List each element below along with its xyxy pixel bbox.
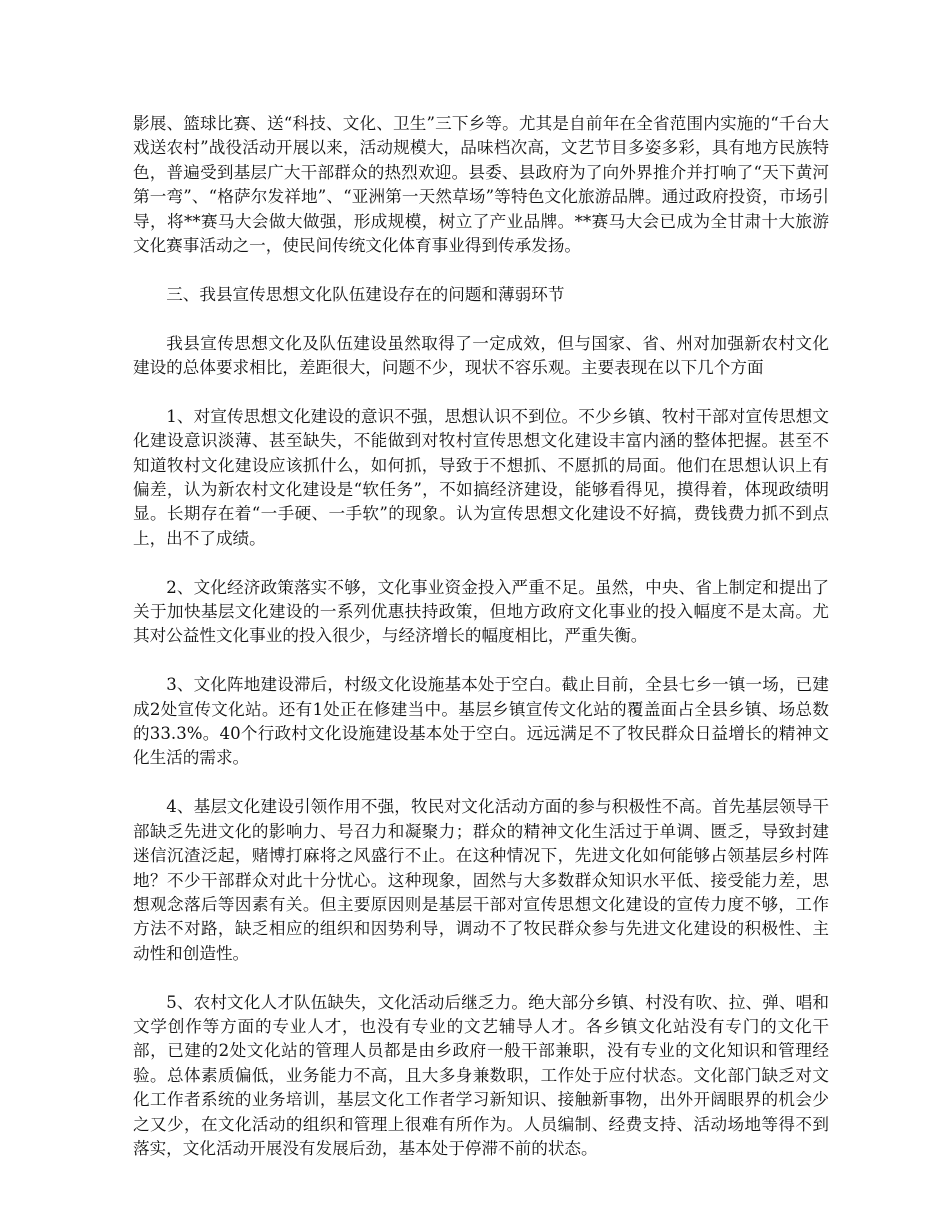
paragraph-item-1: 1、对宣传思想文化建设的意识不强，思想认识不到位。不少乡镇、牧村干部对宣传思想文化建设意识淡薄、甚至缺失，不能做到对牧村宣传思想文化建设丰富内涵的整体把握。甚至不知道牧村文化建设应该抓什么，如何抓，导致于不想抓、不愿抓的局面。他们在思想认识上有偏差，认为新农村文化建设是“软任务”，不如搞经济建设，能够看得见，摸得着，体现政绩明显。长期存在着“一手硬、一手软”的现象。认为宣传思想文化建设不好搞，费钱费力抓不到点上，出不了成绩。 <box>133 406 829 548</box>
paragraph-continuation: 影展、篮球比赛、送“科技、文化、卫生”三下乡等。尤其是自前年在全省范围内实施的“千台大戏送农村”战役活动开展以来，活动规模大，品味档次高，文艺节目多姿多彩，具有地方民族特色，普遍受到基层广大干部群众的热烈欢迎。县委、县政府为了向外界推介并打响了“天下黄河第一弯”、“格萨尔发祥地”、“亚洲第一天然草场”等特色文化旅游品牌。通过政府投资，市场引导，将**赛马大会做大做强，形成规模，树立了产业品牌。**赛马大会已成为全甘肃十大旅游文化赛事活动之一，使民间传统文化体育事业得到传承发扬。 <box>133 114 829 256</box>
paragraph-intro: 我县宣传思想文化及队伍建设虽然取得了一定成效，但与国家、省、州对加强新农村文化建设的总体要求相比，差距很大，问题不少，现状不容乐观。主要表现在以下几个方面 <box>133 333 829 378</box>
paragraph-item-4: 4、基层文化建设引领作用不强，牧民对文化活动方面的参与积极性不高。首先基层领导干部缺乏先进文化的影响力、号召力和凝聚力；群众的精神文化生活过于单调、匮乏，导致封建迷信沉渣泛起，赌博打麻将之风盛行不止。在这种情况下，先进文化如何能够占领基层乡村阵地？不少干部群众对此十分忧心。这种现象，固然与大多数群众知识水平低、接受能力差，思想观念落后等因素有关。但主要原因则是基层干部对宣传思想文化建设的宣传力度不够，工作方法不对路，缺乏相应的组织和因势利导，调动不了牧民群众参与先进文化建设的积极性、主动性和创造性。 <box>133 797 829 963</box>
document-page <box>133 112 829 1186</box>
paragraph-item-2: 2、文化经济政策落实不够，文化事业资金投入严重不足。虽然，中央、省上制定和提出了关于加快基层文化建设的一系列优惠扶持政策，但地方政府文化事业的投入幅度不是太高。尤其对公益性文化事业的投入很少，与经济增长的幅度相比，严重失衡。 <box>133 577 829 646</box>
paragraph-item-3: 3、文化阵地建设滞后，村级文化设施基本处于空白。截止目前，全县七乡一镇一场，已建成2处宣传文化站。还有1处正在修建当中。基层乡镇宣传文化站的覆盖面占全县乡镇、场总数的33.3%。40个行政村文化设施建设基本处于空白。远远满足不了牧民群众日益增长的精神文化生活的需求。 <box>133 675 829 768</box>
paragraph-item-5: 5、农村文化人才队伍缺失，文化活动后继乏力。绝大部分乡镇、村没有吹、拉、弹、唱和文学创作等方面的专业人才，也没有专业的文艺辅导人才。各乡镇文化站没有专门的文化干部，已建的2处文化站的管理人员都是由乡政府一般干部兼职，没有专业的文化知识和管理经验。总体素质偏低，业务能力不高，且大多身兼数职，工作处于应付状态。文化部门缺乏对文化工作者系统的业务培训，基层文化工作者学习新知识、接触新事物，出外开阔眼界的机会少之又少，在文化活动的组织和管理上很难有所作为。人员编制、经费支持、活动场地等得不到落实，文化活动开展没有发展后劲，基本处于停滞不前的状态。 <box>133 992 829 1158</box>
section-heading: 三、我县宣传思想文化队伍建设存在的问题和薄弱环节 <box>166 284 565 304</box>
